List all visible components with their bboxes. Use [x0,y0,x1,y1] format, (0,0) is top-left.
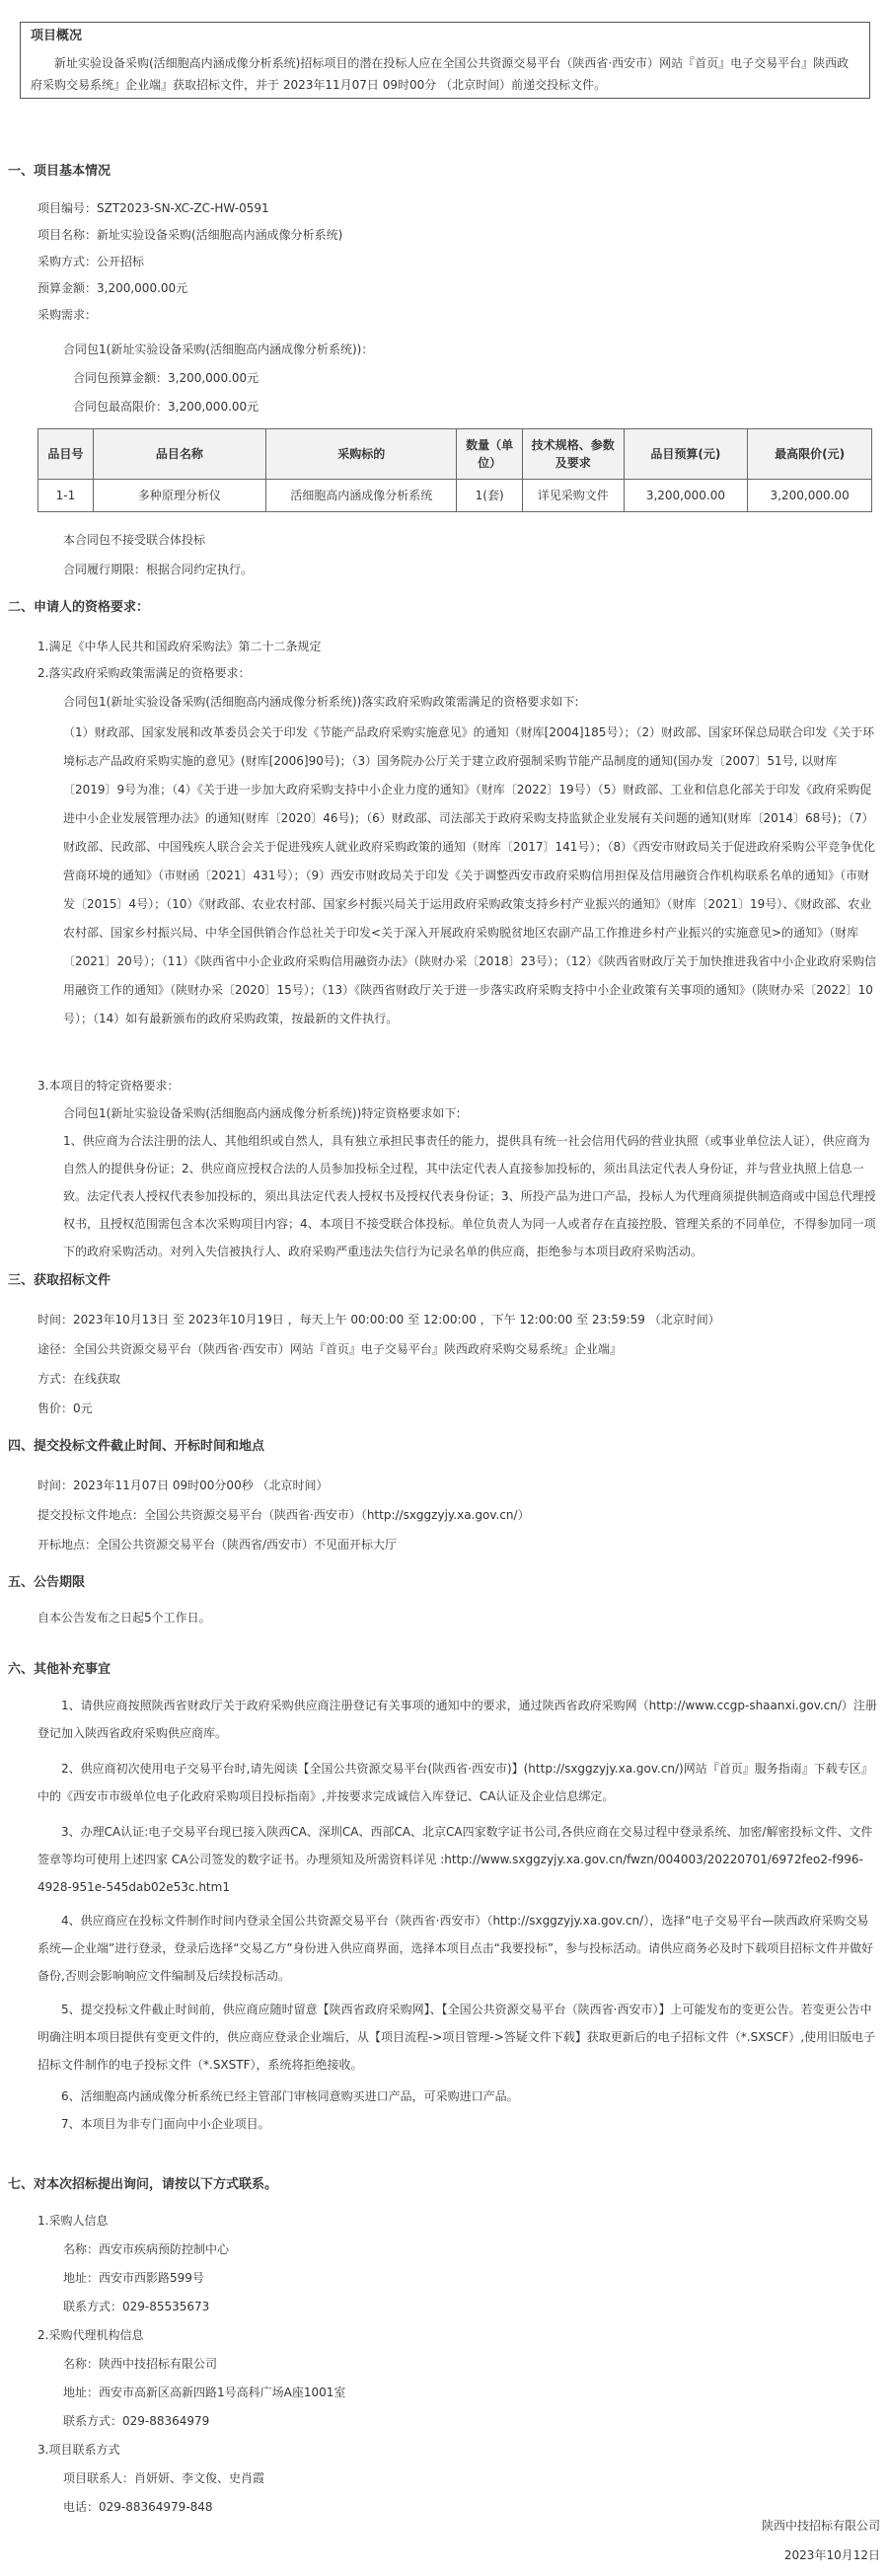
agent-heading: 2.采购代理机构信息 [37,2328,144,2342]
procurement-demand: 采购需求： [37,308,98,322]
agent-address: 地址：西安市高新区高新四路1号高科广场A座1001室 [63,2386,346,2399]
deadline-time: 时间：2023年11月07日 09时00分00秒 （北京时间） [37,1478,329,1492]
project-phone: 电话：029-88364979-848 [63,2500,213,2514]
table-cell: 多种原理分析仪 [93,480,265,512]
section-notice-period [0,1573,888,1593]
col-header: 品目预算(元) [624,429,748,480]
specific-reqs-block [0,1072,888,1265]
items-table [37,428,872,512]
col-header: 技术规格、参数及要求 [522,429,624,480]
submit-location: 提交投标文件地点：全国公共资源交易平台（陕西省·西安市）（http://sxggzyjy.xa.gov.cn/） [37,1508,530,1522]
buyer-heading: 1.采购人信息 [37,2214,109,2228]
project-contact-heading: 3.项目联系方式 [37,2443,120,2457]
table-cell: 活细胞高内涵成像分析系统 [265,480,456,512]
buyer-phone: 联系方式：029-85535673 [63,2300,210,2313]
matter-3: 3、办理CA认证:电子交易平台现已接入陕西CA、深圳CA、西部CA、北京CA四家数字证书公司,各供应商在交易过程中登录系统、加密/解密投标文件、文件签章等均可使用上述四家 CA公司签发的数字证书。办理须知及所需资料详见 :http://www.sxggzyjy.xa.gov.cn/fwzn/004003/20220701/6972feo2-f996-4928-951e-545dab02e53c.htm1 [37,1825,873,1894]
package-budget: 合同包预算金额：3,200,000.00元 [73,371,259,385]
table-row [38,480,872,512]
requirement-3: 3.本项目的特定资格要求： [37,1079,180,1093]
table-header-row [38,429,872,480]
overview-title: 项目概况 [31,29,83,43]
section-6-title: 六、其他补充事宜 [8,1662,111,1677]
section-basic-info [0,162,888,182]
section-contact [0,2175,888,2195]
obtain-docs-body [0,1305,888,1423]
section-7-title: 七、对本次招标提出询问，请按以下方式联系。 [8,2177,278,2192]
col-header: 品目号 [38,429,94,480]
policy-block [0,689,888,1033]
requirement-1: 1.满足《中华人民共和国政府采购法》第二十二条规定 [37,640,322,653]
project-name: 项目名称：新址实验设备采购(活细胞高内涵成像分析系统) [37,228,343,242]
announcement-page [0,22,888,2562]
table-cell: 1(套) [457,480,522,512]
matter-1: 1、请供应商按照陕西省财政厅关于政府采购供应商注册登记有关事项的通知中的要求，通过陕西省政府采购网（http://www.ccgp-shaanxi.gov.cn/）注册登记加入陕西省政府采购供应商库。 [37,1699,877,1740]
procurement-method: 采购方式：公开招标 [37,255,145,268]
notice-period-text: 自本公告发布之日起5个工作日。 [37,1611,211,1625]
notice-period-body [0,1609,888,1627]
package-notes [0,525,888,584]
col-header: 最高限价(元) [748,429,872,480]
footer-company: 陕西中技招标有限公司 [761,2519,880,2533]
no-consortium-note: 本合同包不接受联合体投标 [63,533,206,547]
policy-list: （1）财政部、国家发展和改革委员会关于印发《节能产品政府采购实施意见》的通知（财库[2004]185号）；（2）财政部、国家环保总局联合印发《关于环境标志产品政府采购实施的意见》(财库[2006]90号)；（3）国务院办公厅关于建立政府强制采购节能产品制度的通知(国办发〔2007〕51号, 以财库〔2019〕9号为准；（4）《关于进一步加大政府采购支持中小企业力度的通知》（财库〔2022〕19号）（5）财政部、工业和信息化部关于印发《政府采购促进中小企业发展管理办法》的通知(财库〔2020〕46号)；（6）财政部、司法部关于政府采购支持监狱企业发展有关问题的通知(财库〔2014〕68号)；（7）财政部、民政部、中国残疾人联合会关于促进残疾人就业政府采购政策的通知（财库〔2017〕141号）；（8）《西安市财政局关于促进政府采购公平竞争优化营商环境的通知》（市财函〔2021〕431号）；（9）西安市财政局关于印发《关于调整西安市政府采购信用担保及信用融资合作机构联系名单的通知》（市财发〔2015〕4号）；（10）《财政部、农业农村部、国家乡村振兴局关于运用政府采购政策支持乡村产业振兴的通知》（财库〔2021〕19号）、《财政部、农业农村部、国家乡村振兴局、中华全国供销合作总社关于印发<关于深入开展政府采购脱贫地区农副产品工作推进乡村产业振兴的实施意见>的通知》（财库〔2021〕20号）；（11）《陕西省中小企业政府采购信用融资办法》（陕财办采〔2018〕23号）；（12）《陕西省财政厅关于加快推进我省中小企业政府采购信用融资工作的通知》（陕财办采〔2020〕15号）；（13）《陕西省财政厅关于进一步落实政府采购支持中小企业政策有关事项的通知》（陕财办采〔2022〕10号）；（14）如有最新颁布的政府采购政策，按最新的文件执行。 [63,725,877,1025]
other-matters-body [0,1692,888,2138]
open-location: 开标地点：全国公共资源交易平台（陕西省/西安市）不见面开标大厅 [37,1538,398,1552]
section-3-title: 三、获取招标文件 [8,1273,111,1288]
overview-body: 新址实验设备采购(活细胞高内涵成像分析系统)招标项目的潜在投标人应在全国公共资源交易平台（陕西省·西安市）网站『首页』电子交易平台』陕西政府采购交易系统』企业端』获取招标文件，并于 2023年11月07日 09时00分 （北京时间）前递交投标文件。 [31,55,850,92]
budget-amount: 预算金额：3,200,000.00元 [37,281,188,295]
footer-date: 2023年10月12日 [783,2548,880,2562]
obtain-time: 时间：2023年10月13日 至 2023年10月19日 ，每天上午 00:00:00 至 12:00:00 ，下午 12:00:00 至 23:59:59 （北京时间） [37,1313,720,1326]
project-number: 项目编号：SZT2023-SN-XC-ZC-HW-0591 [37,201,269,215]
section-4-title: 四、提交投标文件截止时间、开标时间和地点 [8,1439,265,1454]
contact-body [0,2207,888,2522]
matter-2: 2、供应商初次使用电子交易平台时,请先阅读【全国公共资源交易平台(陕西省·西安市)】(http://sxggzyjy.xa.gov.cn/)网站『首页』服务指南』下载专区』中的《西安市市级单位电子化政府采购项目投标指南》,并按要求完成诚信入库登记、CA认证及企业信息绑定。 [37,1762,873,1803]
package-label: 合同包1(新址实验设备采购(活细胞高内涵成像分析系统))： [63,342,374,356]
matter-4: 4、供应商应在投标文件制作时间内登录全国公共资源交易平台（陕西省·西安市）（http://sxggzyjy.xa.gov.cn/），选择“电子交易平台—陕西政府采购交易系统—企业端”进行登录，登录后选择“交易乙方”身份进入供应商界面，选择本项目点击“我要投标”，参与投标活动。请供应商务必及时下载项目招标文件并做好备份,否则会影响响应文件编制及后续投标活动。 [37,1914,874,1983]
agent-phone: 联系方式：029-88364979 [63,2414,210,2428]
matter-7: 7、本项目为非专门面向中小企业项目。 [61,2117,270,2131]
footer [0,2511,888,2570]
requirement-2: 2.落实政府采购政策需满足的资格要求： [37,666,251,680]
section-1-body [0,195,888,329]
section-1-title: 一、项目基本情况 [8,164,111,179]
section-other-matters [0,1660,888,1680]
items-table-wrap [0,428,888,512]
col-header: 品目名称 [93,429,265,480]
project-contacts: 项目联系人：肖妍妍、李文俊、史肖霞 [63,2471,265,2485]
buyer-name: 名称：西安市疾病预防控制中心 [63,2242,230,2256]
package-max-price: 合同包最高限价：3,200,000.00元 [73,400,259,414]
section-2-title: 二、申请人的资格要求： [8,600,150,615]
specific-reqs-body: 1、供应商为合法注册的法人、其他组织或自然人，具有独立承担民事责任的能力，提供具有统一社会信用代码的营业执照（或事业单位法人证），供应商为自然人的提供身份证；2、供应商应授权合法的人员参加投标全过程，其中法定代表人直接参加投标的，须出具法定代表人身份证，并与营业执照上信息一致。法定代表人授权代表参加投标的，须出具法定代表人授权书及授权代表身份证；3、所投产品为进口产品，投标人为代理商须提供制造商或中国总代理授权书，且授权范围需包含本次采购项目内容；4、本项目不接受联合体投标。单位负责人为同一人或者存在直接控股、管理关系的不同单位，不得参加同一项下的政府采购活动。对列入失信被执行人、政府采购严重违法失信行为记录名单的供应商，拒绝参与本项目政府采购活动。 [63,1134,876,1258]
table-cell: 3,200,000.00 [748,480,872,512]
section-qualification [0,598,888,618]
matter-6: 6、活细胞高内涵成像分析系统已经主管部门审核同意购买进口产品，可采购进口产品。 [61,2089,519,2103]
specific-package: 合同包1(新址实验设备采购(活细胞高内涵成像分析系统))特定资格要求如下: [63,1106,461,1120]
deadline-body [0,1471,888,1559]
section-deadline [0,1437,888,1457]
overview-box [20,22,870,99]
agent-name: 名称：陕西中技招标有限公司 [63,2357,218,2371]
col-header: 数量（单位） [457,429,522,480]
obtain-way: 途径：全国公共资源交易平台（陕西省·西安市）网站『首页』电子交易平台』陕西政府采购交易系统』企业端』 [37,1342,622,1356]
obtain-method: 方式：在线获取 [37,1372,121,1386]
table-cell: 3,200,000.00 [624,480,748,512]
matter-5: 5、提交投标文件截止时间前，供应商应随时留意【陕西省政府采购网】、【全国公共资源交易平台（陕西省·西安市）】上可能发布的变更公告。若变更公告中明确注明本项目提供有变更文件的，供应商应登录企业端后，从【项目流程->项目管理->答疑文件下载】获取更新后的电子招标文件（*.SXSCF）,使用旧版电子招标文件制作的电子投标文件（*.SXSTF），系统将拒绝接收。 [37,2003,876,2072]
section-5-title: 五、公告期限 [8,1575,86,1590]
package-info [0,336,888,421]
table-cell: 详见采购文件 [522,480,624,512]
obtain-price: 售价：0元 [37,1402,93,1415]
table-cell: 1-1 [38,480,94,512]
qualification-reqs [0,634,888,687]
col-header: 采购标的 [265,429,456,480]
section-obtain-docs [0,1271,888,1291]
contract-term: 合同履行期限：根据合同约定执行。 [63,563,254,576]
buyer-address: 地址：西安市西影路599号 [63,2271,204,2285]
policy-package: 合同包1(新址实验设备采购(活细胞高内涵成像分析系统))落实政府采购政策需满足的资格要求如下: [63,695,579,709]
